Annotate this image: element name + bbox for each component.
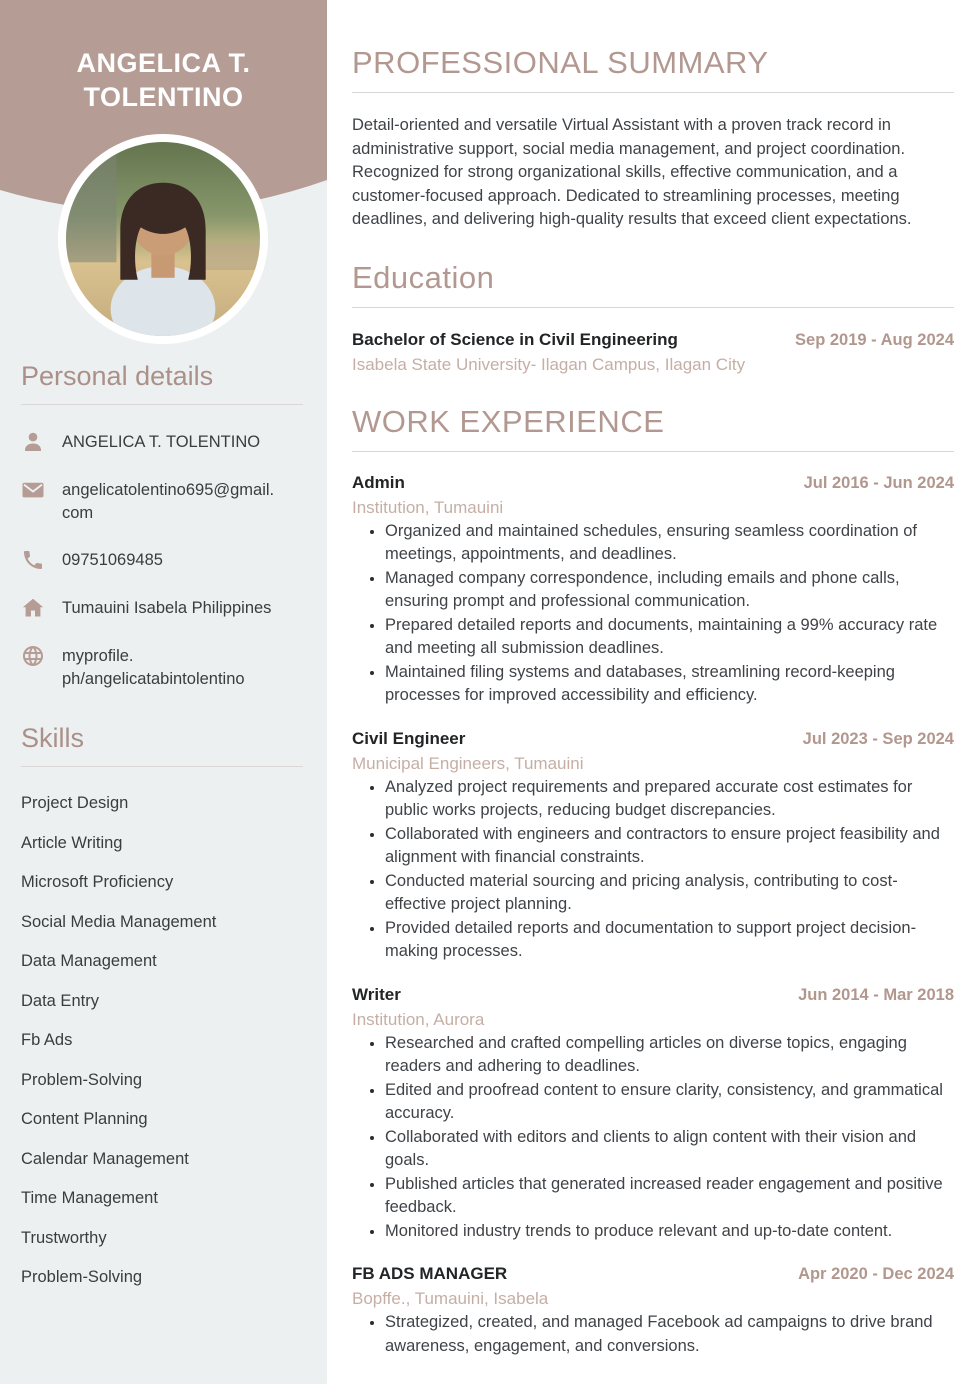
skill-item: Trustworthy xyxy=(21,1228,107,1247)
sidebar-content xyxy=(0,358,327,1287)
job-bullet: • Maintained filing systems and databases, streamlining record-keeping processes for improved accessibility and efficiency. xyxy=(385,661,954,708)
job-list xyxy=(352,471,954,1359)
job-bullet: • Edited and proofread content to ensure clarity, consistency, and grammatical accuracy. xyxy=(385,1079,954,1126)
profile-photo xyxy=(66,142,260,336)
job-title: Writer xyxy=(352,984,401,1004)
employer-name: Municipal Engineers, Tumauini xyxy=(352,753,584,773)
skill-item: Project Design xyxy=(21,794,129,812)
education-title: Education xyxy=(352,259,495,295)
section-divider xyxy=(352,307,954,308)
date-range: Jul 2016 - Jun 2024 xyxy=(803,473,954,492)
job-bullet: • Researched and crafted compelling articles on diverse topics, engaging readers and adhering to deadlines. xyxy=(385,1032,954,1079)
date-range: Jun 2014 - Mar 2018 xyxy=(798,985,954,1004)
contact-text-line: 09751069485 xyxy=(62,551,163,569)
contact-item xyxy=(21,597,303,620)
skill-item: Calendar Management xyxy=(21,1149,189,1168)
contact-text xyxy=(62,645,245,690)
job-entry xyxy=(352,1262,954,1358)
globe-icon xyxy=(21,644,45,668)
sidebar xyxy=(0,0,327,1384)
skill-item: Data Entry xyxy=(21,991,99,1010)
summary-title: PROFESSIONAL SUMMARY xyxy=(352,45,769,80)
job-bullet: • Conducted material sourcing and pricing analysis, contributing to cost-effective project planning. xyxy=(385,870,954,917)
school-name: Isabela State University- Ilagan Campus, Ilagan City xyxy=(352,354,746,374)
job-bullet: • Collaborated with engineers and contractors to ensure project feasibility and alignment with financial constraints. xyxy=(385,823,954,870)
job-bullet-list xyxy=(352,1311,954,1358)
skill-item: Fb Ads xyxy=(21,1031,73,1049)
contact-text xyxy=(62,431,260,454)
contact-text-line: Tumauini Isabela Philippines xyxy=(62,599,272,617)
summary-text: Detail-oriented and versatile Virtual Assistant with a proven track record in administrative support, social media management, and project coordination. Recognized for strong organizational skills, effective communication, and a customer-focused approach. Dedicated to streamlining processes, meeting deadlines, and delivering high-quality results that exceed client expectations. xyxy=(352,116,912,228)
job-entry-header xyxy=(352,471,954,495)
section-divider xyxy=(352,451,954,452)
contact-item xyxy=(21,549,303,572)
job-bullet-list xyxy=(352,520,954,708)
section-divider xyxy=(21,766,303,767)
skill-list xyxy=(21,793,303,1287)
candidate-name: ANGELICA T. TOLENTINO xyxy=(76,48,251,112)
skill-item: Problem-Solving xyxy=(21,1070,143,1089)
job-bullet: • Provided detailed reports and documentation to support project decision-making processes. xyxy=(385,917,954,964)
contact-text-line: angelicatolentino695@gmail. xyxy=(62,481,275,499)
contact-text xyxy=(62,549,163,572)
person-icon xyxy=(21,430,45,454)
section-divider xyxy=(21,404,303,405)
contact-item xyxy=(21,479,303,524)
job-title: Admin xyxy=(352,472,405,492)
job-bullet: • Analyzed project requirements and prepared accurate cost estimates for public works projects, reducing budget discrepancies. xyxy=(385,776,954,823)
education-entry xyxy=(352,328,954,376)
date-range: Sep 2019 - Aug 2024 xyxy=(795,330,954,349)
employer-name: Institution, Tumauini xyxy=(352,497,504,517)
skill-item: Article Writing xyxy=(21,833,123,852)
contact-item xyxy=(21,431,303,454)
contact-item xyxy=(21,645,303,690)
summary-section xyxy=(352,44,954,232)
skill-item: Microsoft Proficiency xyxy=(21,873,174,891)
date-range: Apr 2020 - Dec 2024 xyxy=(798,1265,954,1283)
skill-item: Social Media Management xyxy=(21,912,217,931)
job-bullet: • Monitored industry trends to produce relevant and up-to-date content. xyxy=(385,1220,954,1244)
education-entries xyxy=(352,328,954,376)
experience-title: WORK EXPERIENCE xyxy=(352,403,665,439)
skills-title: Skills xyxy=(21,723,85,753)
skill-item: Data Management xyxy=(21,952,157,970)
job-bullet: • Prepared detailed reports and documents, maintaining a 99% accuracy rate and meeting all submission deadlines. xyxy=(385,614,954,661)
date-range: Jul 2023 - Sep 2024 xyxy=(802,729,954,748)
contact-text xyxy=(62,597,271,620)
home-icon xyxy=(21,596,45,620)
job-title: FB ADS MANAGER xyxy=(352,1264,508,1283)
phone-icon xyxy=(21,548,45,572)
job-bullet: • Collaborated with editors and clients to align content with their vision and goals. xyxy=(385,1126,954,1173)
skill-item: Problem-Solving xyxy=(21,1268,143,1286)
main-content xyxy=(327,0,976,1384)
job-entry xyxy=(352,727,954,964)
contact-text xyxy=(62,479,274,524)
contact-list xyxy=(21,431,303,690)
job-bullet: • Managed company correspondence, including emails and phone calls, ensuring prompt and professional communication. xyxy=(385,567,954,614)
degree-title: Bachelor of Science in Civil Engineering xyxy=(352,329,678,349)
job-entry xyxy=(352,471,954,708)
job-bullet: • Strategized, created, and managed Facebook ad campaigns to drive brand awareness, engagement, and conversions. xyxy=(385,1311,954,1358)
job-bullet-list xyxy=(352,776,954,964)
contact-text-line: ANGELICA T. TOLENTINO xyxy=(62,433,261,451)
education-entry-header xyxy=(352,328,954,352)
personal-details-section xyxy=(21,358,303,690)
job-entry xyxy=(352,983,954,1244)
experience-section xyxy=(352,403,954,1359)
job-entry-header xyxy=(352,983,954,1007)
job-entry-header xyxy=(352,1262,954,1286)
personal-details-title: Personal details xyxy=(21,361,214,391)
employer-name: Bopffe., Tumauini, Isabela xyxy=(352,1289,549,1308)
job-entry-header xyxy=(352,727,954,751)
contact-text-line: com xyxy=(62,503,94,522)
job-bullet: • Organized and maintained schedules, ensuring seamless coordination of meetings, appointments, and deadlines. xyxy=(385,520,954,567)
contact-text-line: ph/angelicatabintolentino xyxy=(62,669,245,688)
job-title: Civil Engineer xyxy=(352,728,466,748)
employer-name: Institution, Aurora xyxy=(352,1009,485,1029)
skill-item: Time Management xyxy=(21,1189,158,1207)
avatar xyxy=(58,134,268,344)
skills-section xyxy=(21,720,303,1287)
job-bullet: • Published articles that generated increased reader engagement and positive feedback. xyxy=(385,1173,954,1220)
education-section xyxy=(352,259,954,376)
job-bullet-list xyxy=(352,1032,954,1244)
skill-item: Content Planning xyxy=(21,1110,148,1128)
email-icon xyxy=(21,478,45,502)
contact-text-line: myprofile. xyxy=(62,647,134,665)
section-divider xyxy=(352,92,954,93)
